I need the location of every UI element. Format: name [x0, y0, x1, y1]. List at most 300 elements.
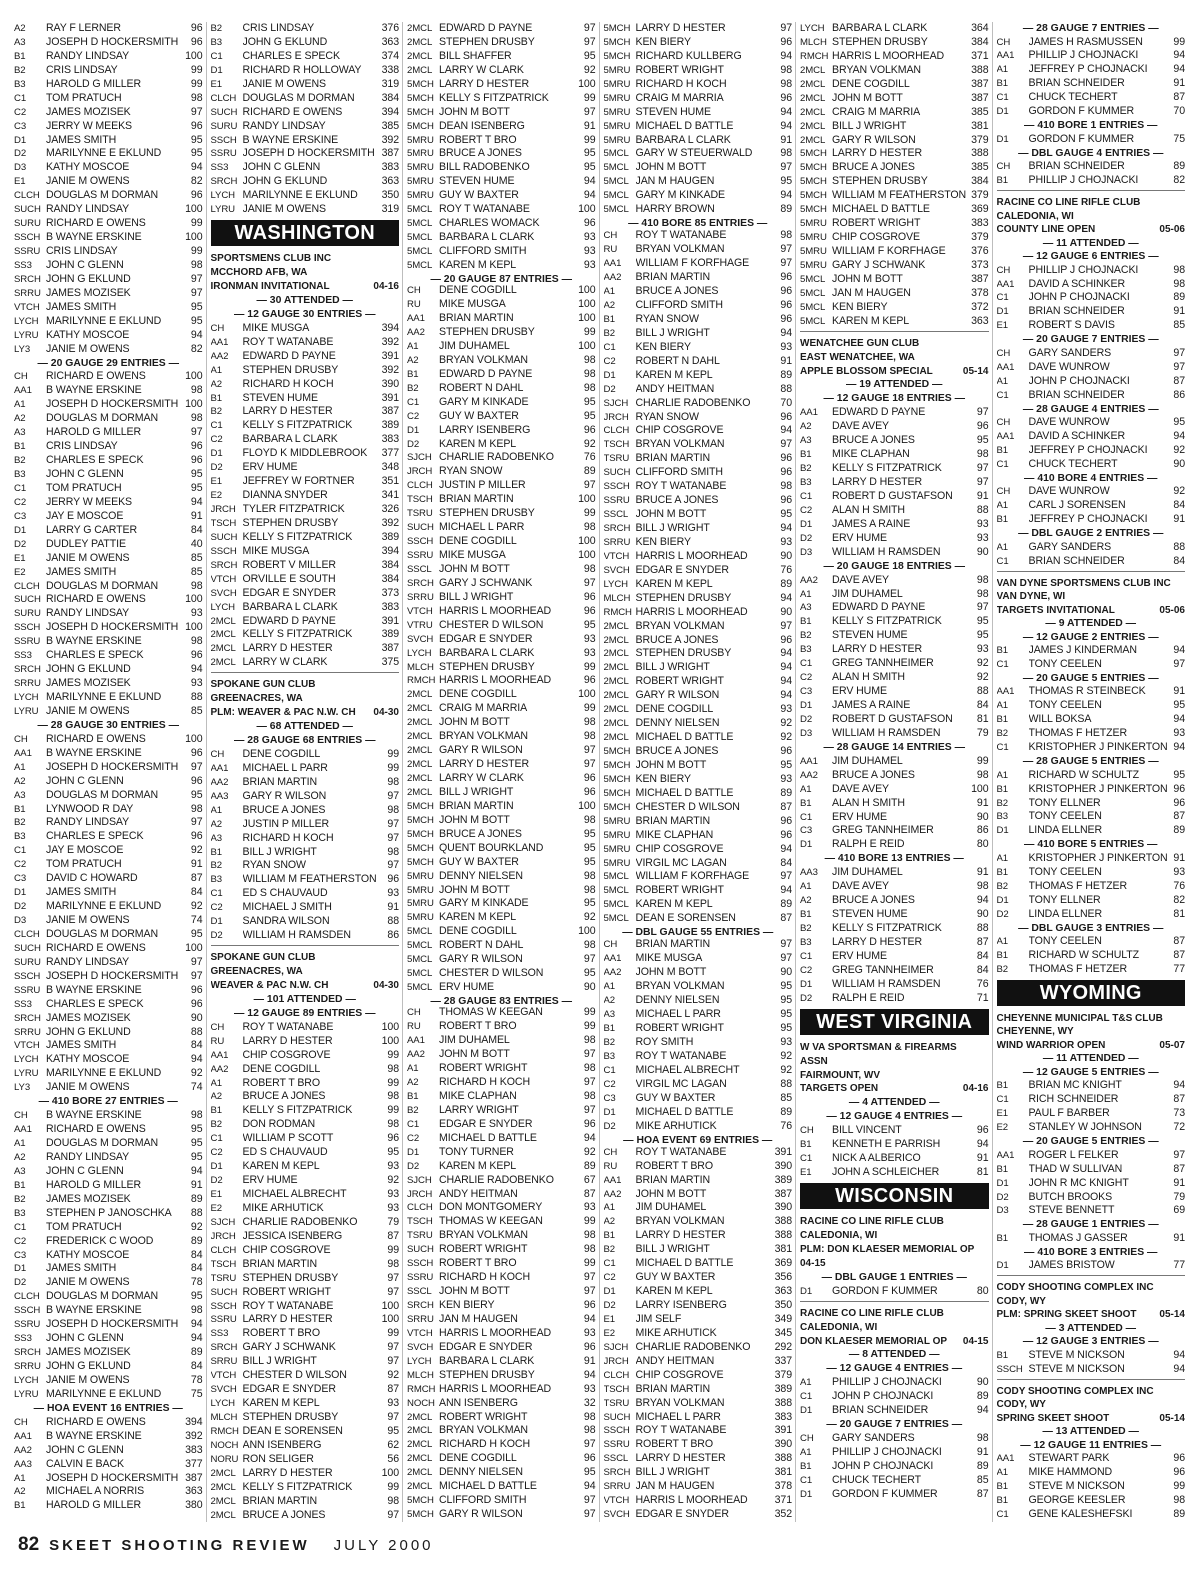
score: 389 — [381, 419, 399, 432]
class-code: E1 — [800, 1167, 812, 1179]
score: 99 — [387, 1480, 399, 1493]
class-code: AA1 — [996, 1149, 1015, 1161]
result-row — [997, 1363, 1186, 1377]
shooter-name: JIM DUHAMEL — [832, 587, 903, 600]
class-code: 5MCH — [603, 773, 631, 785]
score: 88 — [190, 691, 203, 703]
score: 98 — [583, 869, 596, 882]
score: 350 — [774, 1299, 792, 1311]
class-code: D1 — [800, 1405, 813, 1417]
class-code: 5MCL — [407, 954, 433, 966]
result-row — [407, 1299, 596, 1313]
class-code: SSCH — [603, 481, 630, 493]
class-code: A1 — [996, 500, 1009, 512]
shooter-name: TOM PRATUCH — [46, 481, 122, 494]
result-row — [407, 438, 596, 452]
result-row — [604, 1106, 793, 1120]
shooter-name: BRIAN MC KNIGHT — [1028, 1079, 1122, 1092]
shooter-name: JUSTIN P MILLER — [242, 817, 330, 830]
score: 100 — [578, 298, 596, 311]
class-code: AA2 — [407, 327, 425, 338]
shooter-name: GARY R WILSON — [635, 689, 720, 702]
result-row — [604, 1188, 793, 1202]
score: 87 — [387, 1229, 399, 1242]
shooter-name: DENE COGDILL — [832, 77, 910, 90]
score: 98 — [780, 480, 792, 493]
class-code: SSCH — [210, 134, 237, 146]
class-code: SSCL — [603, 509, 629, 521]
shooter-name: CRIS LINDSAY — [242, 22, 315, 34]
shooter-name: LARRY ISENBERG — [439, 423, 531, 436]
result-row — [604, 870, 793, 884]
score: 90 — [1173, 457, 1185, 470]
class-code: SUCH — [14, 942, 41, 954]
shooter-name: JAMES MOZISEK — [46, 105, 131, 118]
event-line — [800, 1082, 989, 1096]
class-code: C1 — [996, 555, 1009, 567]
shooter-name: JOHN M BOTT — [439, 105, 510, 118]
result-row — [800, 189, 989, 203]
result-row — [800, 1390, 989, 1404]
result-row — [407, 396, 596, 410]
class-code: JRCH — [603, 411, 629, 423]
result-row — [14, 189, 203, 203]
shooter-name: DAVE AVEY — [832, 782, 889, 795]
result-row — [800, 936, 989, 950]
shooter-name: GREG TANNHEIMER — [832, 657, 934, 670]
shooter-name: RICHARD KULLBERG — [635, 49, 742, 62]
result-row — [407, 925, 596, 939]
score: 394 — [381, 544, 399, 557]
shooter-name: JERRY W MEEKS — [46, 495, 133, 508]
shooter-name: B WAYNE ERSKINE — [46, 983, 142, 996]
result-row — [211, 1327, 400, 1341]
class-code: 5MCH — [800, 204, 827, 216]
class-code: AA3 — [14, 1458, 32, 1470]
section-heading: — DBL GAUGE 55 ENTRIES — — [622, 927, 774, 939]
result-row — [211, 1146, 400, 1160]
class-code: B2 — [603, 1036, 616, 1048]
shooter-name: JANIE M OWENS — [46, 914, 130, 926]
score: 98 — [583, 730, 596, 743]
class-code: B2 — [407, 382, 419, 394]
class-code: JRCH — [407, 466, 433, 478]
score: 95 — [387, 1146, 399, 1159]
score: 385 — [971, 161, 989, 174]
class-code: 5MCH — [407, 106, 434, 118]
shooter-name: ROBERT WRIGHT — [832, 217, 921, 230]
score: 94 — [190, 1318, 203, 1331]
class-code: AA2 — [407, 1049, 425, 1061]
score: 84 — [190, 1360, 203, 1372]
result-row — [997, 727, 1186, 741]
class-code: B1 — [603, 1023, 616, 1034]
score: 32 — [583, 1396, 596, 1409]
score: 369 — [774, 1257, 792, 1270]
score: 87 — [976, 1487, 989, 1500]
result-row — [14, 468, 203, 482]
result-row — [997, 444, 1186, 458]
section-heading: — 12 GAUGE 11 ENTRIES — — [1020, 1439, 1162, 1451]
result-row — [604, 1036, 793, 1050]
result-row — [211, 22, 400, 36]
shooter-name: GARY R WILSON — [439, 744, 523, 757]
score: 384 — [381, 572, 399, 585]
score: 94 — [780, 189, 792, 202]
shooter-name: LARRY D HESTER — [242, 405, 333, 418]
result-row — [211, 748, 400, 762]
score: 97 — [387, 831, 399, 844]
shooter-name: DENE COGDILL — [439, 535, 517, 548]
club-name: CODY SHOOTING COMPLEX INC — [996, 1385, 1154, 1397]
result-row — [14, 426, 203, 440]
class-code: B3 — [800, 477, 812, 488]
shooter-name: MICHAEL D BATTLE — [439, 1131, 537, 1144]
result-row — [211, 776, 400, 790]
class-code: SSCH — [14, 1305, 41, 1317]
score: 95 — [1173, 416, 1185, 429]
result-row — [211, 1049, 400, 1063]
class-code: SSCL — [603, 1453, 629, 1465]
shooter-name: TONY TURNER — [439, 1145, 514, 1158]
score: 96 — [780, 35, 792, 48]
shooter-name: EDGAR E SNYDER — [242, 586, 336, 599]
class-code: A2 — [210, 1091, 223, 1103]
shooter-name: RANDY LINDSAY — [242, 119, 326, 132]
shooter-name: WILLIAM M FEATHERSTON — [242, 873, 377, 886]
shooter-name: BILL J WRIGHT — [635, 326, 710, 339]
score: 98 — [976, 880, 989, 893]
score: 94 — [1173, 713, 1185, 726]
shooter-name: TONY ELLNER — [1028, 796, 1101, 809]
score: 71 — [976, 991, 989, 1004]
score: 91 — [190, 1178, 203, 1191]
class-code: D1 — [407, 424, 420, 436]
result-row — [604, 884, 793, 898]
result-row — [407, 1397, 596, 1411]
result-row — [407, 1020, 596, 1034]
shooter-name: DOUGLAS M DORMAN — [46, 189, 158, 202]
score: 97 — [387, 789, 399, 802]
score: 69 — [1173, 1204, 1185, 1217]
shooter-name: STEPHEN DRUSBY — [439, 507, 535, 520]
class-code: VTCH — [603, 550, 630, 562]
result-row — [407, 1146, 596, 1160]
shooter-name: JOHN M BOTT — [439, 1285, 510, 1298]
shooter-name: EDGAR E SNYDER — [439, 1340, 533, 1353]
class-code: RMCH — [800, 50, 829, 62]
section-heading: — 28 GAUGE 5 ENTRIES — — [1022, 756, 1159, 768]
result-row — [800, 175, 989, 189]
result-row — [211, 929, 400, 943]
result-row — [800, 880, 989, 894]
class-code: CH — [996, 417, 1011, 429]
club-name: CODY SHOOTING COMPLEX INC — [996, 1282, 1154, 1294]
section-heading: — 410 BORE 4 ENTRIES — — [1024, 472, 1158, 484]
score: 98 — [780, 229, 792, 242]
class-code: CLCH — [603, 425, 630, 437]
class-code: SJCH — [407, 452, 432, 464]
shooter-name: BILL J WRIGHT — [635, 661, 710, 674]
shooter-name: ANDY HEITMAN — [635, 1354, 715, 1367]
class-code: CLCH — [14, 580, 40, 592]
result-row — [211, 1118, 400, 1132]
class-code: E2 — [996, 1122, 1009, 1134]
score: 97 — [583, 953, 596, 966]
event-date: 04-30 — [373, 707, 399, 719]
shooter-name: JAMES SMITH — [46, 1039, 117, 1052]
class-code: D2 — [407, 438, 420, 450]
club-location: PLM: DON KLAESER MEMORIAL OP — [800, 1243, 975, 1255]
result-row — [604, 175, 793, 189]
shooter-name: CRAIG M MARRIA — [439, 702, 528, 715]
score: 98 — [1173, 277, 1185, 290]
result-row — [14, 900, 203, 914]
shooter-name: BRUCE A JONES — [832, 768, 915, 781]
shooter-name: ROBERT D GUSTAFSON — [832, 489, 953, 502]
score: 98 — [190, 802, 203, 815]
score: 76 — [976, 977, 989, 990]
result-row — [14, 593, 203, 607]
class-code: 2MCL — [603, 676, 629, 688]
class-code: D1 — [996, 133, 1009, 145]
score: 95 — [976, 629, 989, 642]
result-row — [407, 1285, 596, 1299]
score: 93 — [583, 1326, 596, 1339]
result-row — [211, 1481, 400, 1495]
score: 375 — [381, 656, 399, 669]
result-row — [800, 64, 989, 78]
shooter-name: WILLIAM M FEATHERSTON — [832, 189, 967, 202]
class-code: 2MCL — [407, 50, 433, 62]
result-row — [14, 1485, 203, 1499]
class-code: SUCH — [14, 204, 41, 216]
class-code: A1 — [996, 700, 1009, 712]
score: 70 — [780, 396, 792, 409]
shooter-name: CHARLIE RADOBENKO — [242, 1215, 358, 1228]
score: 91 — [976, 1152, 989, 1165]
class-code: B1 — [996, 866, 1009, 878]
result-row — [211, 531, 400, 545]
class-code: C1 — [996, 458, 1009, 470]
score: 99 — [387, 1076, 399, 1089]
class-code: SS3 — [210, 1328, 229, 1340]
score: 94 — [1173, 63, 1185, 76]
shooter-name: THOMAS W KEEGAN — [439, 1215, 543, 1228]
score: 363 — [971, 314, 989, 327]
class-code: D1 — [14, 887, 27, 899]
shooter-name: STEPHEN DRUSBY — [242, 1271, 339, 1284]
shooter-name: MICHAEL L PARR — [439, 521, 525, 534]
result-row — [14, 1151, 203, 1165]
shooter-name: B WAYNE ERSKINE — [242, 133, 339, 146]
shooter-name: B WAYNE ERSKINE — [46, 384, 142, 397]
shooter-name: MIKE MUSGA — [635, 952, 703, 965]
class-code: D2 — [210, 930, 223, 942]
shooter-name: RICHARD R HOLLOWAY — [242, 63, 362, 76]
shooter-name: PAUL F BARBER — [1028, 1107, 1110, 1120]
shooter-name: ERV HUME — [832, 685, 887, 698]
class-code: E1 — [14, 176, 26, 188]
result-row — [14, 1346, 203, 1360]
class-code: TSCH — [210, 517, 237, 529]
result-row — [997, 49, 1186, 63]
result-row — [800, 1138, 989, 1152]
result-row — [800, 1166, 989, 1180]
class-code: C1 — [800, 490, 813, 502]
class-code: A1 — [996, 64, 1009, 76]
shooter-name: LARRY G CARTER — [46, 523, 138, 536]
class-code: 2MCL — [407, 703, 433, 715]
class-code: SS3 — [14, 259, 32, 271]
shooter-name: JANIE M OWENS — [242, 203, 326, 216]
shooter-name: ERV HUME — [832, 949, 887, 962]
shooter-name: GEORGE KEESLER — [1028, 1494, 1126, 1507]
shooter-name: LARRY D HESTER — [242, 1466, 333, 1479]
result-row — [211, 1104, 400, 1118]
class-code: NOCH — [407, 1397, 435, 1409]
score: 93 — [780, 1035, 792, 1048]
score: 96 — [780, 828, 792, 841]
result-row — [14, 217, 203, 231]
shooter-name: BRUCE A JONES — [832, 894, 915, 907]
result-row — [604, 1064, 793, 1078]
score: 99 — [387, 1048, 399, 1061]
shooter-name: ROY T WATANABE — [635, 1424, 727, 1437]
shooter-name: HARRIS L MOORHEAD — [635, 1494, 748, 1507]
shooter-name: STEPHEN DRUSBY — [242, 363, 339, 376]
shooter-name: ED S CHAUVAUD — [242, 1146, 328, 1159]
class-code: D1 — [603, 1286, 616, 1298]
result-row — [997, 416, 1186, 430]
class-code: 5MRU — [603, 134, 631, 146]
result-row — [997, 1508, 1186, 1522]
score: 100 — [578, 284, 596, 297]
class-code: 5MCH — [603, 23, 631, 34]
score: 99 — [583, 91, 596, 104]
shooter-name: ROBERT N DAHL — [439, 381, 524, 394]
result-row — [407, 702, 596, 716]
result-row — [997, 783, 1186, 797]
result-row — [800, 217, 989, 231]
class-code: D1 — [800, 518, 813, 530]
class-code: A1 — [407, 340, 419, 352]
class-code: JRCH — [210, 504, 236, 515]
result-row — [14, 1276, 203, 1290]
class-code: B1 — [996, 1163, 1009, 1175]
result-row — [211, 1286, 400, 1300]
result-row — [211, 818, 400, 832]
score: 87 — [1173, 935, 1185, 948]
result-row — [800, 894, 989, 908]
shooter-name: JOHN C GLENN — [46, 1332, 124, 1345]
score: 82 — [190, 342, 203, 355]
shooter-name: ROBERT T BRO — [635, 1438, 713, 1451]
shooter-name: JOSEPH D HOCKERSMITH — [46, 35, 179, 48]
score: 82 — [1173, 893, 1185, 906]
result-row — [211, 50, 400, 64]
section-heading: — 410 BORE 85 ENTRIES — — [628, 218, 768, 230]
shooter-name: ROY T WATANABE — [242, 335, 334, 348]
shooter-name: ALAN H SMITH — [832, 671, 905, 684]
score: 98 — [976, 448, 989, 461]
result-row — [14, 1332, 203, 1346]
class-code: B1 — [800, 909, 812, 921]
shooter-name: B WAYNE ERSKINE — [46, 746, 142, 759]
score: 94 — [780, 522, 792, 534]
event-date: 05-14 — [1159, 1412, 1185, 1424]
class-code: B3 — [210, 36, 223, 48]
score: 91 — [976, 796, 989, 809]
result-row — [14, 970, 203, 984]
result-row — [14, 1388, 203, 1402]
shooter-name: KAREN M KEPL — [832, 314, 910, 327]
result-row — [407, 758, 596, 772]
club-location: GREENACRES, WA — [210, 966, 303, 977]
result-row — [800, 727, 989, 741]
shooter-name: PHILLIP J CHOJNACKI — [1028, 49, 1139, 62]
section-heading: — 28 GAUGE 1 ENTRIES — — [1022, 1219, 1159, 1231]
class-code: C3 — [14, 120, 27, 132]
class-code: E1 — [210, 476, 223, 488]
result-row — [211, 587, 400, 601]
shooter-name: JOHN P CHOJNACKI — [1028, 374, 1130, 387]
shooter-name: RICHARD W SCHULTZ — [1028, 949, 1140, 962]
result-row — [211, 36, 400, 50]
score: 388 — [774, 1215, 792, 1228]
result-row — [14, 454, 203, 468]
class-code: A2 — [14, 23, 26, 34]
class-code: RMCH — [407, 675, 436, 687]
score: 381 — [774, 1466, 792, 1479]
shooter-name: JOHN M BOTT — [439, 813, 510, 826]
result-row — [997, 658, 1186, 672]
section-heading: — 410 BORE 27 ENTRIES — — [38, 1096, 178, 1108]
score: 99 — [190, 245, 203, 257]
shooter-name: EDWARD D PAYNE — [439, 22, 533, 34]
shooter-name: BRYAN VOLKMAN — [635, 243, 725, 256]
section-heading: — 410 BORE 1 ENTRIES — — [1024, 120, 1158, 132]
result-row — [211, 1272, 400, 1286]
result-row — [800, 574, 989, 588]
section-heading: — 410 BORE 13 ENTRIES — — [824, 853, 964, 865]
class-code: VTRU — [407, 619, 433, 631]
class-code: A1 — [800, 881, 812, 893]
score: 97 — [190, 955, 203, 968]
class-code: SRRU — [14, 678, 41, 690]
class-code: C2 — [800, 504, 813, 516]
class-code: RMCH — [210, 1425, 239, 1437]
shooter-name: BRYAN VOLKMAN — [439, 1424, 528, 1437]
score: 96 — [583, 785, 596, 798]
result-row — [997, 77, 1186, 91]
score: 84 — [190, 523, 203, 536]
shooter-name: MICHAEL D BATTLE — [635, 1257, 734, 1270]
shooter-name: HAROLD G MILLER — [46, 426, 142, 439]
shooter-name: JERRY W MEEKS — [46, 119, 133, 132]
shooter-name: KEN BIERY — [439, 1299, 495, 1311]
class-code: SURU — [14, 608, 41, 620]
score: 352 — [774, 1508, 792, 1521]
class-code: B3 — [14, 831, 26, 843]
shooter-name: KAREN M KEPL — [242, 1397, 320, 1410]
result-row — [407, 911, 596, 925]
class-code: D3 — [800, 727, 813, 739]
result-row — [604, 912, 793, 926]
result-row — [800, 420, 989, 434]
class-code: AA1 — [603, 258, 622, 270]
class-code: A2 — [14, 1486, 26, 1498]
